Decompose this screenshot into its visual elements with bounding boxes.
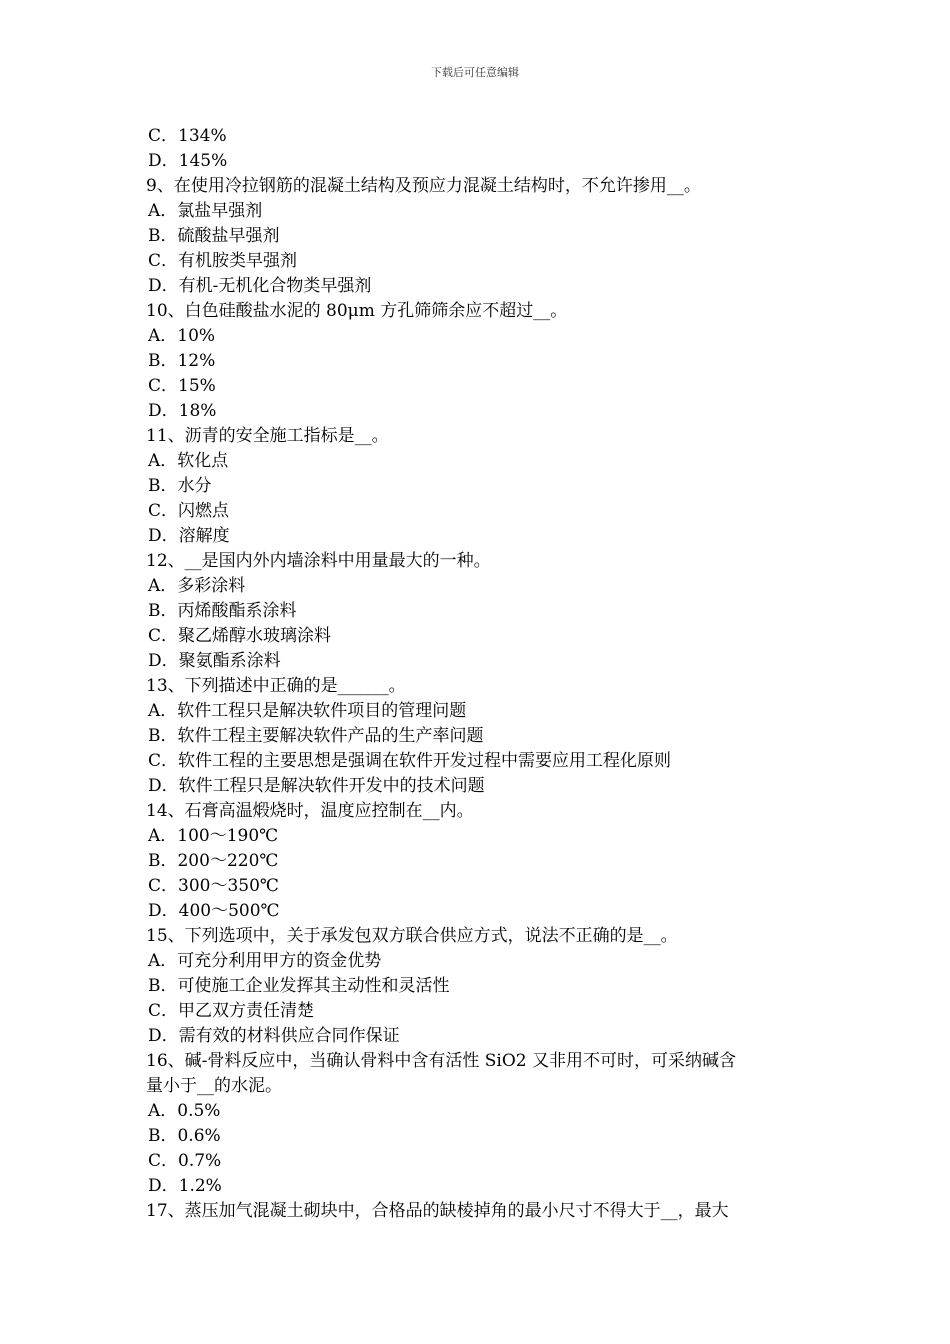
answer-option: D．软件工程只是解决软件开发中的技术问题 [148, 776, 485, 796]
answer-option: A．多彩涂料 [148, 576, 246, 596]
answer-option: A．软化点 [148, 451, 229, 471]
answer-option: C．软件工程的主要思想是强调在软件开发过程中需要应用工程化原则 [148, 751, 672, 771]
question-text: 12、__是国内外内墙涂料中用量最大的一种。 [146, 551, 491, 571]
answer-option: B．0.6% [148, 1126, 221, 1146]
question-text: 量小于__的水泥。 [146, 1076, 282, 1096]
question-text: 16、碱-骨料反应中，当确认骨料中含有活性 SiO2 又非用不可时，可采纳碱含 [146, 1051, 737, 1071]
question-text: 17、蒸压加气混凝土砌块中，合格品的缺棱掉角的最小尺寸不得大于__，最大 [146, 1201, 729, 1221]
answer-option: B．水分 [148, 476, 212, 496]
answer-option: C．300～350℃ [148, 876, 279, 896]
question-text: 15、下列选项中，关于承发包双方联合供应方式，说法不正确的是__。 [146, 926, 678, 946]
answer-option: B．可使施工企业发挥其主动性和灵活性 [148, 976, 450, 996]
answer-option: B．软件工程主要解决软件产品的生产率问题 [148, 726, 484, 746]
answer-option: A．0.5% [148, 1101, 221, 1121]
answer-option: D．1.2% [148, 1176, 222, 1196]
question-text: 13、下列描述中正确的是______。 [146, 676, 406, 696]
answer-option: A．软件工程只是解决软件项目的管理问题 [148, 701, 467, 721]
answer-option: D．聚氨酯系涂料 [148, 651, 281, 671]
answer-option: A．氯盐早强剂 [148, 201, 263, 221]
answer-option: D．需有效的材料供应合同作保证 [148, 1026, 400, 1046]
answer-option: A．10% [148, 326, 216, 346]
answer-option: C．甲乙双方责任清楚 [148, 1001, 315, 1021]
answer-option: D．145% [148, 151, 228, 171]
answer-option: C．闪燃点 [148, 501, 230, 521]
answer-option: C．134% [148, 126, 227, 146]
answer-option: A．可充分利用甲方的资金优势 [148, 951, 382, 971]
answer-option: D．有机-无机化合物类早强剂 [148, 276, 372, 296]
question-text: 11、沥青的安全施工指标是__。 [146, 426, 389, 446]
question-list [146, 124, 810, 1224]
answer-option: A．100～190℃ [148, 826, 279, 846]
answer-option: C．15% [148, 376, 216, 396]
answer-option: B．硫酸盐早强剂 [148, 226, 280, 246]
answer-option: B．丙烯酸酯系涂料 [148, 601, 297, 621]
answer-option: D．18% [148, 401, 217, 421]
answer-option: B．12% [148, 351, 216, 371]
question-text: 14、石膏高温煅烧时，温度应控制在__内。 [146, 801, 474, 821]
answer-option: C．有机胺类早强剂 [148, 251, 298, 271]
answer-option: C．聚乙烯醇水玻璃涂料 [148, 626, 332, 646]
answer-option: B．200～220℃ [148, 851, 279, 871]
question-text: 10、白色硅酸盐水泥的 80μm 方孔筛筛余应不超过__。 [146, 301, 568, 321]
page-header: 下载后可任意编辑 [431, 66, 519, 79]
answer-option: C．0.7% [148, 1151, 222, 1171]
answer-option: D．400～500℃ [148, 901, 280, 921]
question-text: 9、在使用冷拉钢筋的混凝土结构及预应力混凝土结构时，不允许掺用__。 [146, 176, 701, 196]
answer-option: D．溶解度 [148, 526, 230, 546]
